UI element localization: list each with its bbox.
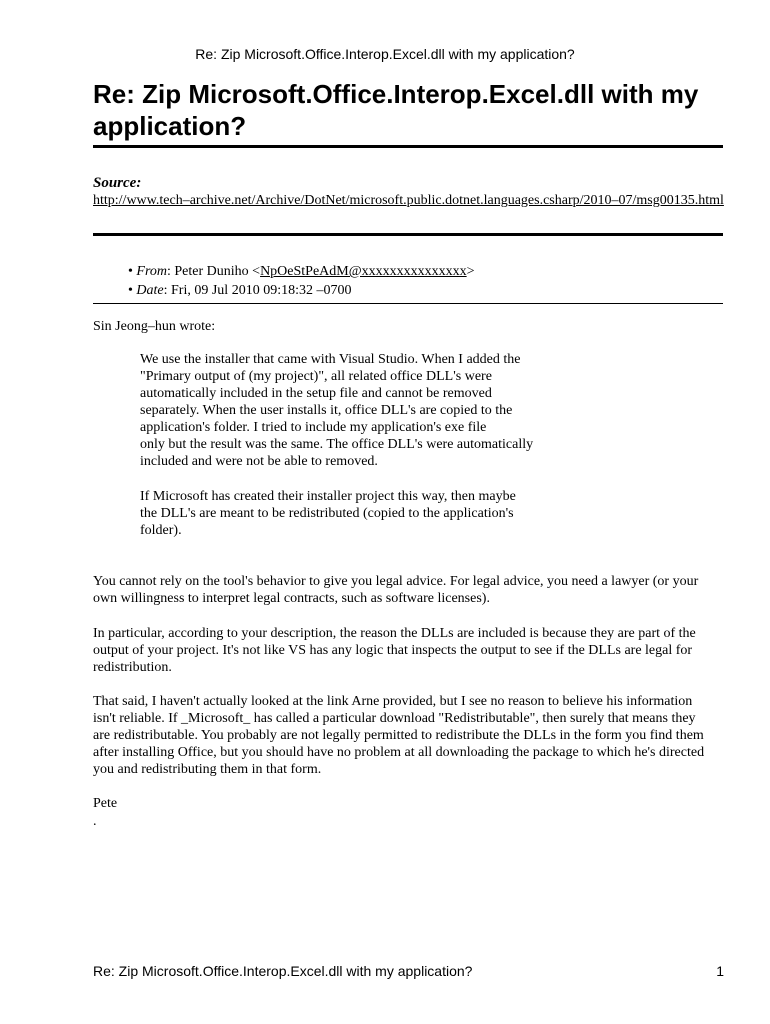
- quote-line: folder).: [140, 523, 182, 538]
- paragraph-line: output of your project. It's not like VS has any logic that inspects the output to see if the DLLs are legal for: [93, 643, 693, 658]
- paragraph-2: [93, 625, 723, 676]
- paragraph-line: In particular, according to your description, the reason the DLLs are included is because they are part of the: [93, 626, 696, 641]
- paragraph-1: [93, 573, 723, 607]
- page-number: 1: [716, 963, 724, 979]
- intro-line: Sin Jeong–hun wrote:: [93, 319, 216, 334]
- from-email-link[interactable]: NpOeStPeAdM@xxxxxxxxxxxxxxx: [260, 264, 467, 279]
- date-label: Date: [136, 283, 164, 298]
- quote-line: application's folder. I tried to include my application's exe file: [140, 420, 487, 435]
- quote-paragraph-1: [140, 351, 560, 470]
- quote-line: We use the installer that came with Visual Studio. When I added the: [140, 352, 521, 367]
- quote-line: If Microsoft has created their installer project this way, then maybe: [140, 489, 516, 504]
- signature-dot: .: [93, 814, 97, 829]
- meta-date: • Date: Fri, 09 Jul 2010 09:18:32 –0700: [128, 281, 475, 300]
- source-link[interactable]: http://www.tech–archive.net/Archive/DotNet/microsoft.public.dotnet.languages.csharp/2010–07/msg00135.html: [93, 193, 724, 208]
- running-header: Re: Zip Microsoft.Office.Interop.Excel.dll with my application?: [195, 46, 575, 62]
- quote-line: automatically included in the setup file and cannot be removed: [140, 386, 492, 401]
- paragraph-line: after installing Office, but you should have no problem at all downloading the package to which he's directed: [93, 745, 705, 760]
- quote-line: included and were not be able to removed.: [140, 454, 378, 469]
- footer-title: Re: Zip Microsoft.Office.Interop.Excel.dll with my application?: [93, 963, 473, 979]
- quote-line: only but the result was the same. The office DLL's were automatically: [140, 437, 534, 452]
- quote-paragraph-2: [140, 488, 560, 539]
- page-title: Re: Zip Microsoft.Office.Interop.Excel.dll with my application?: [93, 79, 699, 141]
- paragraph-3: [93, 693, 723, 778]
- meta-from: • From: Peter Duniho <NpOeStPeAdM@xxxxxxxxxxxxxxx>: [128, 262, 475, 281]
- title-divider: [93, 145, 723, 148]
- quote-line: the DLL's are meant to be redistributed (copied to the application's: [140, 506, 514, 521]
- message-meta: [128, 262, 475, 300]
- paragraph-line: You cannot rely on the tool's behavior to give you legal advice. For legal advice, you need a lawyer (or your: [93, 574, 699, 589]
- source-divider: [93, 233, 723, 236]
- paragraph-line: are redistributable. You probably are not legally permitted to redistribute the DLLs in the form you find them: [93, 728, 704, 743]
- from-close: >: [466, 264, 475, 279]
- from-name: Peter Duniho <: [174, 264, 261, 279]
- paragraph-line: own willingness to interpret legal contracts, such as software licenses).: [93, 591, 490, 606]
- meta-divider: [93, 303, 723, 304]
- paragraph-line: you and redistributing them in that form.: [93, 762, 322, 777]
- quote-line: "Primary output of (my project)", all related office DLL's were: [140, 369, 492, 384]
- from-label: From: [136, 264, 167, 279]
- paragraph-line: redistribution.: [93, 660, 172, 675]
- quote-line: separately. When the user installs it, office DLL's are copied to the: [140, 403, 513, 418]
- source-label: Source:: [93, 175, 142, 191]
- paragraph-line: That said, I haven't actually looked at the link Arne provided, but I see no reason to believe his information: [93, 694, 693, 709]
- signature: Pete: [93, 796, 118, 811]
- date-value: Fri, 09 Jul 2010 09:18:32 –0700: [171, 283, 352, 298]
- paragraph-line: isn't reliable. If _Microsoft_ has called a particular download "Redistributable", then surely that means they: [93, 711, 696, 726]
